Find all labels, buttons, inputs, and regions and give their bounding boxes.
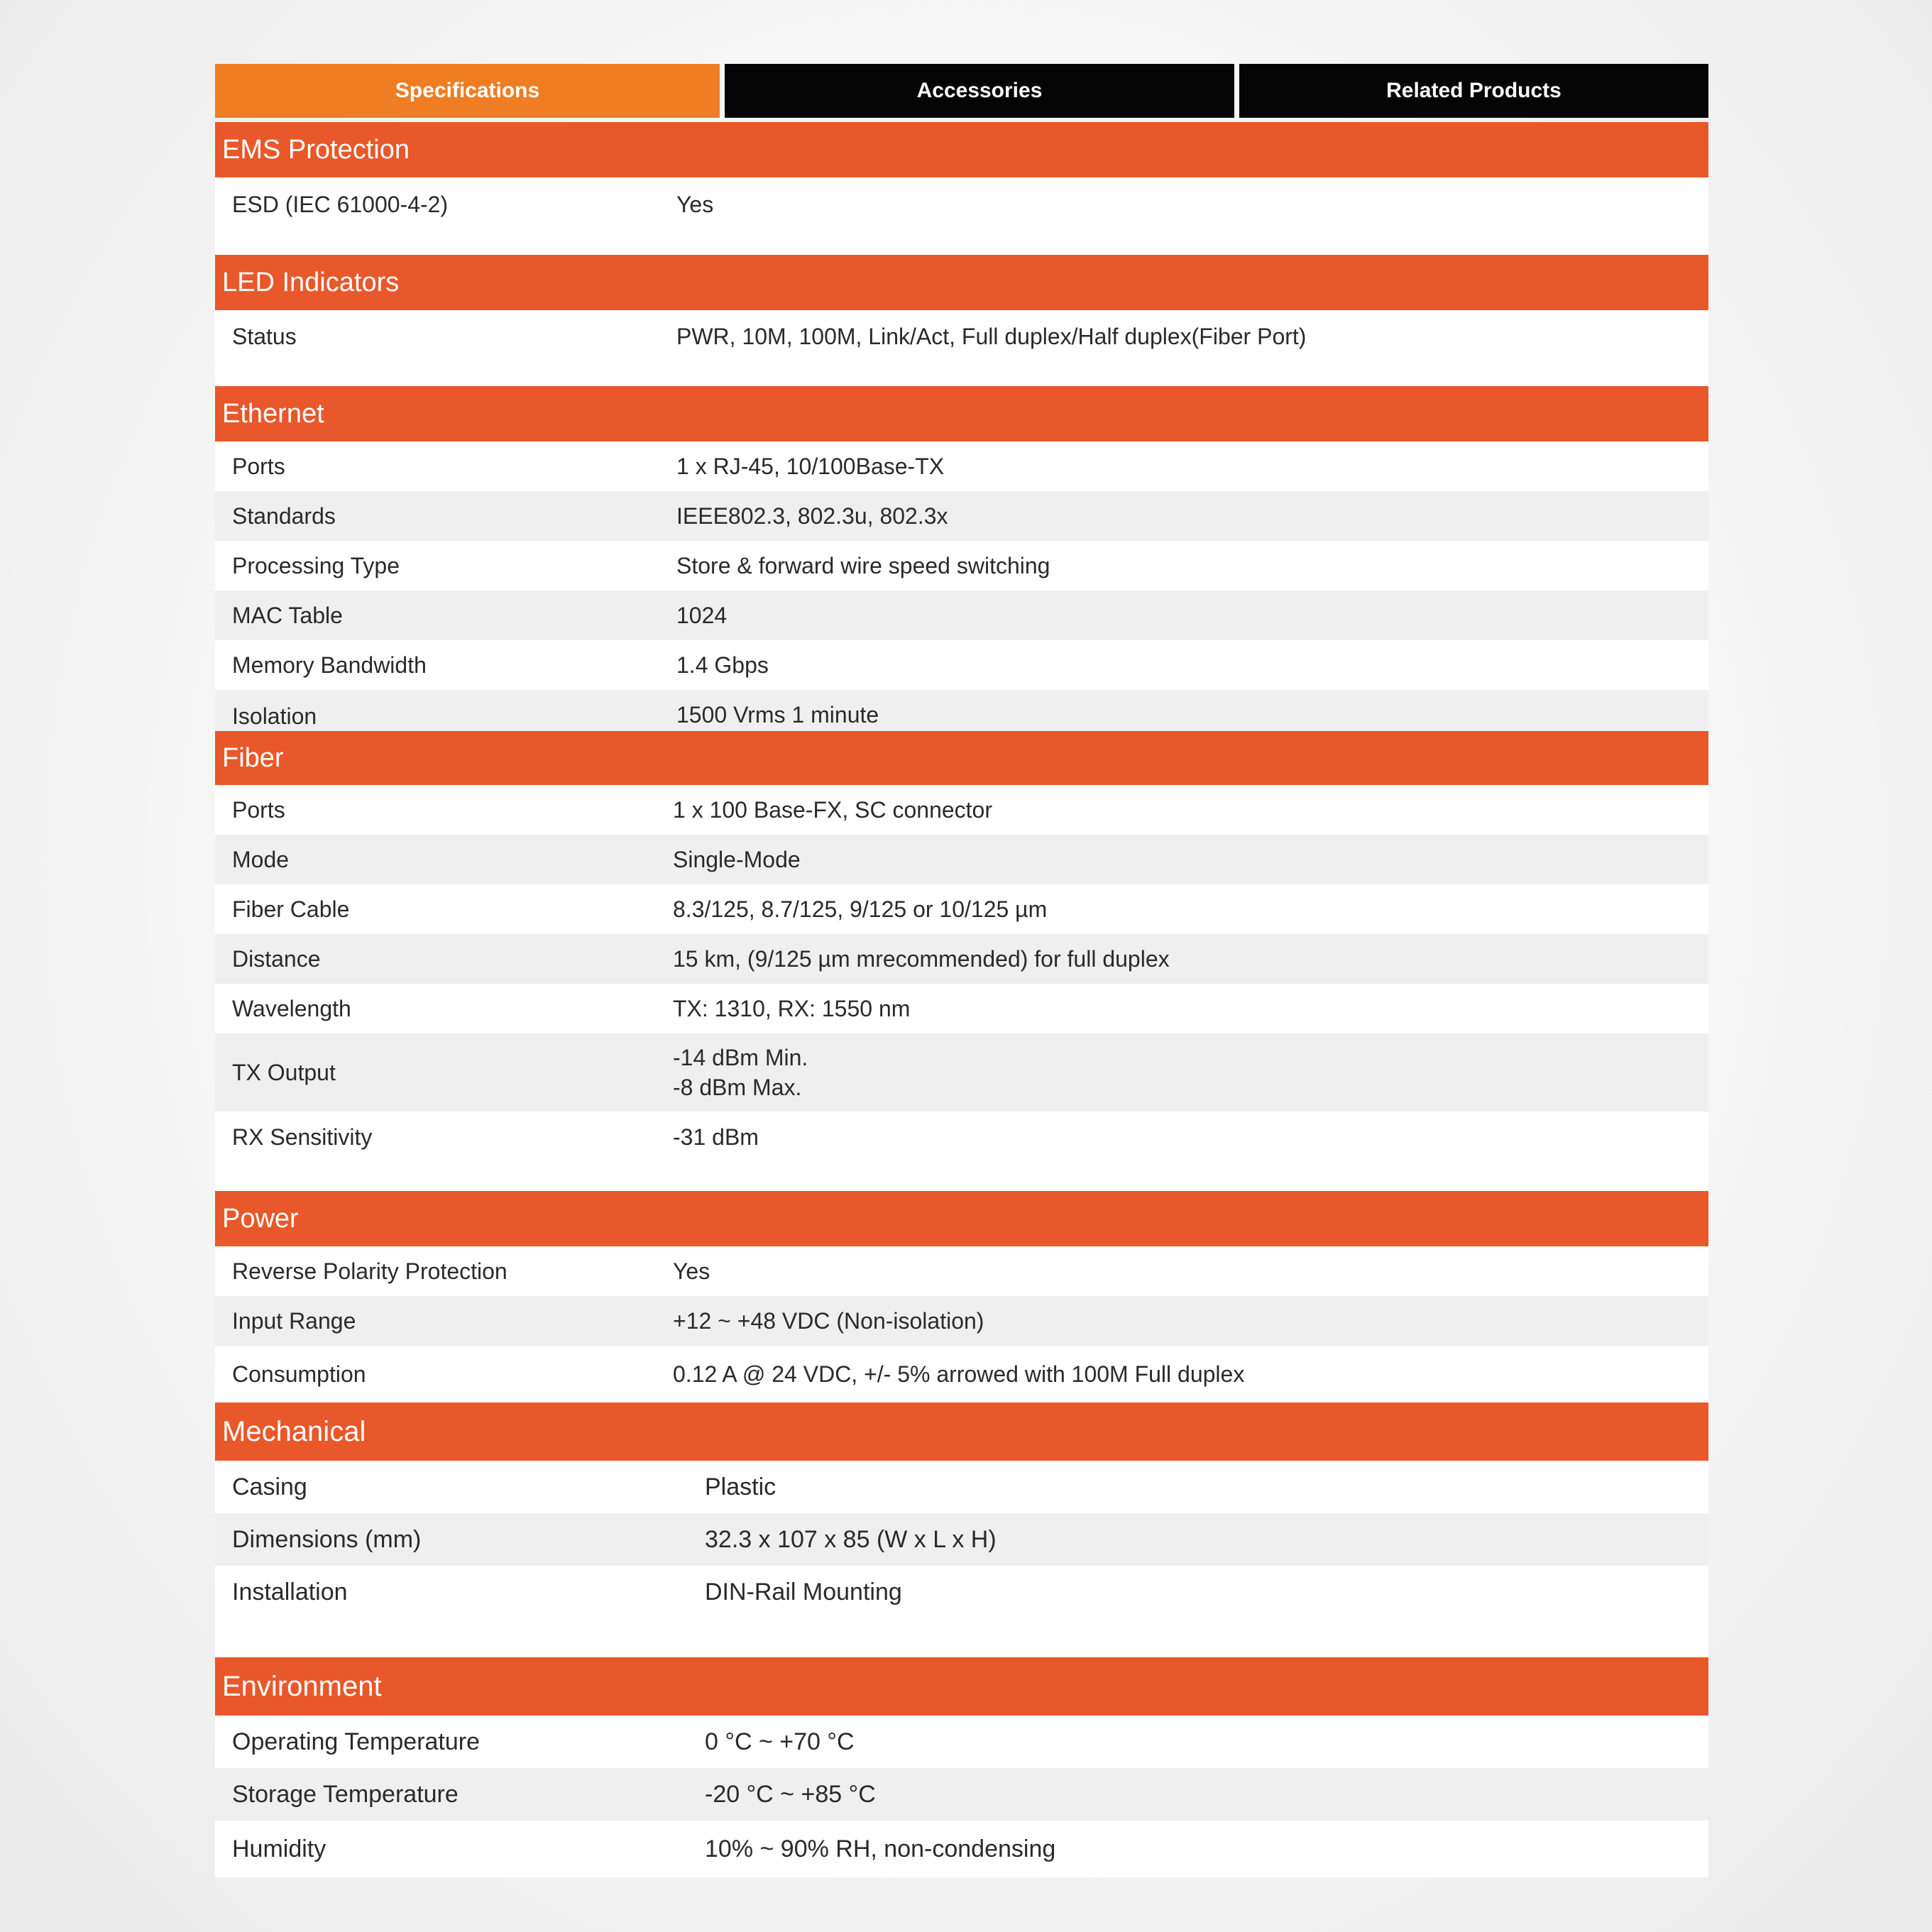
spec-label: Standards xyxy=(232,503,336,529)
spec-row xyxy=(215,591,1708,640)
spec-row xyxy=(215,640,1708,690)
spec-label: Humidity xyxy=(232,1835,326,1862)
spec-label: Wavelength xyxy=(232,995,351,1021)
spec-value: +12 ~ +48 VDC (Non-isolation) xyxy=(673,1308,984,1334)
section-gap xyxy=(215,1163,1708,1191)
spec-row xyxy=(215,1821,1708,1877)
spec-label: RX Sensitivity xyxy=(232,1124,373,1150)
tab-bar xyxy=(215,64,1708,118)
spec-value: Plastic xyxy=(705,1473,776,1500)
section-rows-led-indicators xyxy=(215,310,1708,363)
spec-row xyxy=(215,1346,1708,1403)
section-header-ems-protection: EMS Protection xyxy=(215,122,1708,177)
spec-row xyxy=(215,1033,1708,1112)
spec-value xyxy=(673,1043,808,1102)
tab-accessories[interactable]: Accessories xyxy=(725,64,1234,118)
section-gap xyxy=(215,1618,1708,1657)
spec-value: IEEE802.3, 802.3u, 802.3x xyxy=(676,503,948,529)
spec-label: Isolation xyxy=(232,703,317,729)
spec-value: 0 °C ~ +70 °C xyxy=(705,1728,855,1755)
tab-specifications[interactable]: Specifications xyxy=(215,64,720,118)
spec-value: -31 dBm xyxy=(673,1124,759,1150)
section-rows-ethernet xyxy=(215,441,1708,731)
spec-value: Store & forward wire speed switching xyxy=(676,553,1050,578)
section-header-ethernet: Ethernet xyxy=(215,386,1708,441)
spec-label: Ports xyxy=(232,796,285,823)
section-header-environment: Environment xyxy=(215,1657,1708,1716)
spec-row xyxy=(215,177,1708,231)
spec-label: Mode xyxy=(232,846,290,872)
tab-related-products[interactable]: Related Products xyxy=(1239,64,1708,118)
section-rows-environment xyxy=(215,1716,1708,1877)
spec-label: Consumption xyxy=(232,1361,366,1387)
spec-value-line-1: -14 dBm Min. xyxy=(673,1045,808,1070)
spec-label: MAC Table xyxy=(232,602,343,628)
section-header-mechanical: Mechanical xyxy=(215,1403,1708,1461)
spec-label: Reverse Polarity Protection xyxy=(232,1258,507,1284)
spec-value: -20 °C ~ +85 °C xyxy=(705,1781,876,1808)
spec-row xyxy=(215,1296,1708,1346)
spec-row xyxy=(215,934,1708,984)
spec-row xyxy=(215,690,1708,731)
spec-value: 1.4 Gbps xyxy=(676,652,769,678)
spec-row xyxy=(215,984,1708,1033)
section-gap xyxy=(215,231,1708,255)
spec-row xyxy=(215,491,1708,541)
section-header-led-indicators: LED Indicators xyxy=(215,255,1708,310)
spec-value: 1 x RJ-45, 10/100Base-TX xyxy=(676,454,945,479)
spec-row xyxy=(215,1513,1708,1566)
spec-row xyxy=(215,1112,1708,1163)
spec-value: 8.3/125, 8.7/125, 9/125 or 10/125 µm xyxy=(673,896,1048,922)
spec-row xyxy=(215,1768,1708,1821)
spec-label: Status xyxy=(232,323,297,349)
spec-row xyxy=(215,441,1708,491)
spec-label: ESD (IEC 61000-4-2) xyxy=(232,191,449,217)
spec-row xyxy=(215,1566,1708,1618)
spec-label: Storage Temperature xyxy=(232,1780,459,1808)
spec-label: Casing xyxy=(232,1473,307,1500)
spec-value: 32.3 x 107 x 85 (W x L x H) xyxy=(705,1526,997,1553)
section-rows-power xyxy=(215,1246,1708,1403)
spec-value: 15 km, (9/125 µm mrecommended) for full duplex xyxy=(673,946,1170,972)
section-header-power: Power xyxy=(215,1191,1708,1246)
spec-row xyxy=(215,884,1708,934)
spec-label: Memory Bandwidth xyxy=(232,652,427,678)
section-rows-ems-protection xyxy=(215,177,1708,231)
spec-value: 0.12 A @ 24 VDC, +/- 5% arrowed with 100M Full duplex xyxy=(673,1361,1245,1387)
spec-value: TX: 1310, RX: 1550 nm xyxy=(673,996,911,1021)
spec-label: Installation xyxy=(232,1578,348,1606)
spec-label: Operating Temperature xyxy=(232,1728,481,1755)
spec-label: Input Range xyxy=(232,1307,356,1334)
spec-row xyxy=(215,541,1708,591)
section-rows-mechanical xyxy=(215,1461,1708,1618)
spec-value: 1024 xyxy=(676,603,728,628)
section-gap xyxy=(215,363,1708,386)
spec-label: Distance xyxy=(232,945,321,972)
spec-row xyxy=(215,1461,1708,1513)
spec-page xyxy=(215,64,1708,1877)
spec-row xyxy=(215,785,1708,835)
spec-label: Fiber Cable xyxy=(232,896,350,922)
spec-label: Ports xyxy=(232,453,285,479)
section-rows-fiber xyxy=(215,785,1708,1163)
spec-label: Processing Type xyxy=(232,552,400,578)
spec-value: PWR, 10M, 100M, Link/Act, Full duplex/Half duplex(Fiber Port) xyxy=(676,324,1307,349)
spec-value: Yes xyxy=(673,1258,710,1284)
spec-value: Single-Mode xyxy=(673,847,801,872)
spec-value: 10% ~ 90% RH, non-condensing xyxy=(705,1835,1056,1862)
spec-row xyxy=(215,1716,1708,1768)
section-header-fiber: Fiber xyxy=(215,731,1708,785)
spec-label: Dimensions (mm) xyxy=(232,1525,422,1553)
spec-row xyxy=(215,310,1708,363)
spec-row xyxy=(215,835,1708,884)
spec-value: Yes xyxy=(676,192,714,217)
spec-label: TX Output xyxy=(232,1059,336,1085)
spec-value: 1 x 100 Base-FX, SC connector xyxy=(673,797,992,823)
spec-value-line-2: -8 dBm Max. xyxy=(673,1075,802,1100)
spec-row xyxy=(215,1246,1708,1296)
spec-value: 1500 Vrms 1 minute xyxy=(676,702,879,728)
spec-value: DIN-Rail Mounting xyxy=(705,1579,902,1606)
